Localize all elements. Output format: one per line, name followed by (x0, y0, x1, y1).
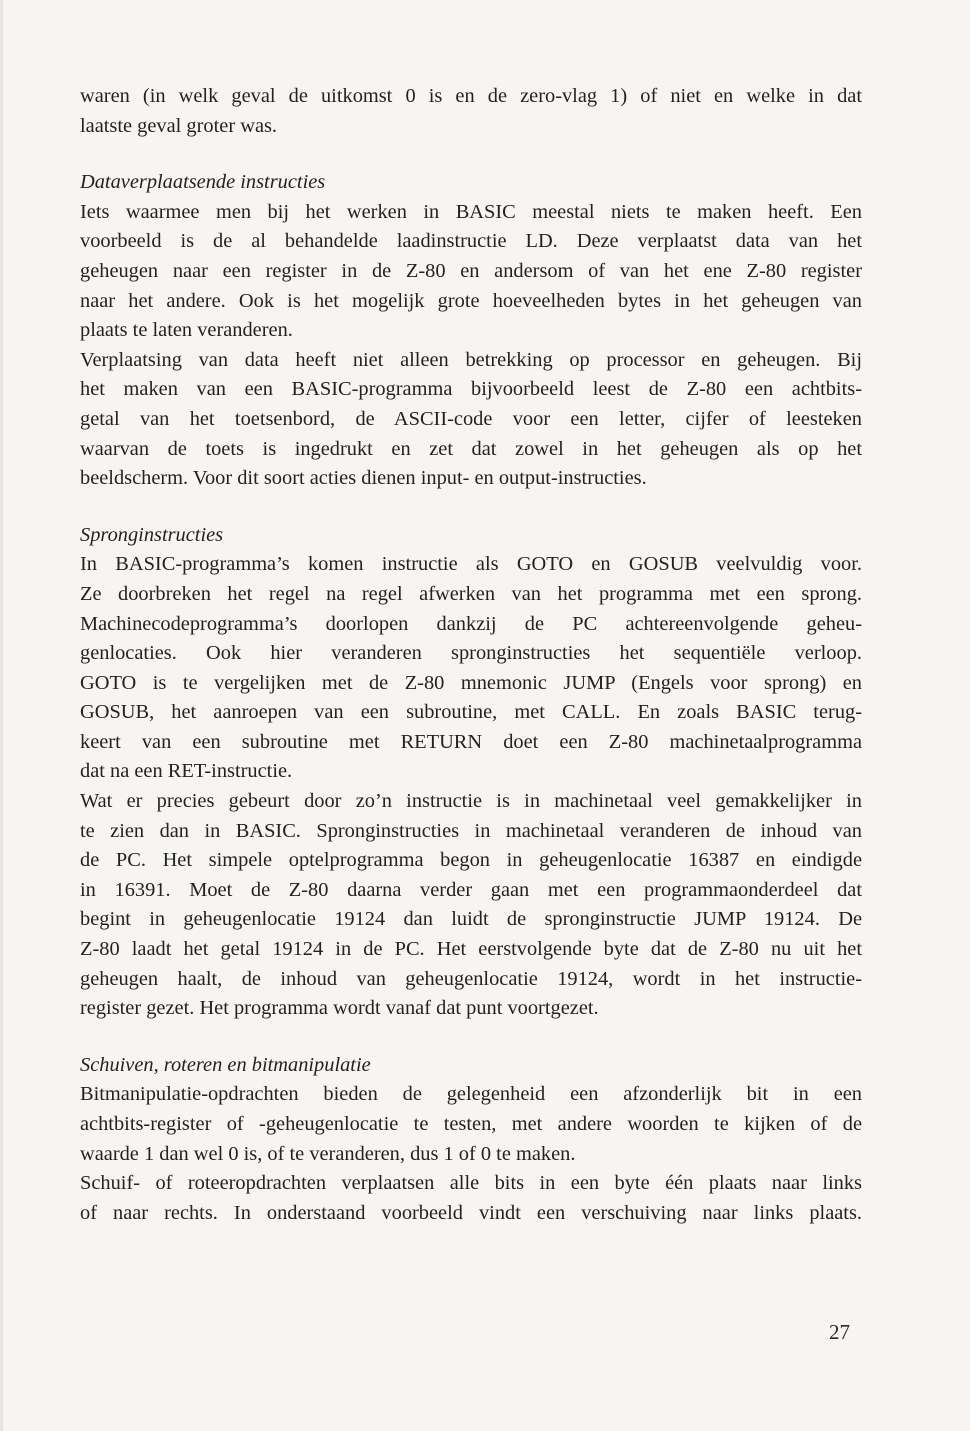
section-heading: Dataverplaatsende instructies (80, 171, 326, 194)
section-data-transfer (80, 168, 862, 494)
page-number: 27 (829, 1320, 850, 1344)
text-line: dat na een RET-instructie. (80, 760, 293, 783)
text-line: de PC. Het simpele optelprogramma begon in geheugenlocatie 16387 en eindigde (80, 849, 862, 872)
text-line: in 16391. Moet de Z-80 daarna verder gaan met een programmaonderdeel dat (80, 878, 862, 901)
text-line: getal van het toetsenbord, de ASCII-code voor een letter, cijfer of leesteken (80, 407, 862, 430)
body-text (80, 82, 862, 1228)
text-line: Iets waarmee men bij het werken in BASIC meestal niets te maken heeft. Een (80, 200, 862, 223)
spacer (80, 494, 862, 521)
section-heading: Schuiven, roteren en bitmanipulatie (80, 1053, 371, 1076)
text-line: keert van een subroutine met RETURN doet een Z-80 machinetaalprogramma (80, 730, 862, 753)
text-line: Wat er precies gebeurt door zo’n instructie is in machinetaal veel gemakkelijker in (80, 790, 862, 813)
section-heading: Spronginstructies (80, 523, 224, 546)
text-line: beeldscherm. Voor dit soort acties dienen input- en output-instructies. (80, 467, 647, 490)
text-line: genlocaties. Ook hier veranderen spronginstructies het sequentiële verloop. (80, 642, 862, 665)
intro-paragraph (80, 82, 862, 141)
text-line: Verplaatsing van data heeft niet alleen betrekking op processor en geheugen. Bij (80, 348, 862, 371)
text-line: begint in geheugenlocatie 19124 dan luidt de spronginstructie JUMP 19124. De (80, 908, 862, 931)
text-line: In BASIC-programma’s komen instructie als GOTO en GOSUB veelvuldig voor. (80, 553, 862, 576)
text-line: GOSUB, het aanroepen van een subroutine, met CALL. En zoals BASIC terug- (80, 701, 862, 724)
text-line: het maken van een BASIC-programma bijvoorbeeld leest de Z-80 een achtbits- (80, 378, 862, 401)
text-line: plaats te laten veranderen. (80, 319, 293, 342)
text-line: te zien dan in BASIC. Spronginstructies in machinetaal veranderen de inhoud van (80, 819, 862, 842)
text-line: of naar rechts. In onderstaand voorbeeld vindt een verschuiving naar links plaats. (80, 1201, 862, 1224)
text-line: Z-80 laadt het getal 19124 in de PC. Het eerstvolgende byte dat de Z-80 nu uit het (80, 938, 862, 961)
text-line: geheugen naar een register in de Z-80 en andersom of van het ene Z-80 register (80, 259, 862, 282)
section-shift-rotate (80, 1051, 862, 1229)
text-line: Machinecodeprogramma’s doorlopen dankzij de PC achtereenvolgende geheu- (80, 612, 862, 635)
text-line: Ze doorbreken het regel na regel afwerken van het programma met een sprong. (80, 582, 862, 605)
text-line: waarde 1 dan wel 0 is, of te veranderen, dus 1 of 0 te maken. (80, 1142, 576, 1165)
text-line: geheugen haalt, de inhoud van geheugenlocatie 19124, wordt in het instructie- (80, 967, 862, 990)
text-line: register gezet. Het programma wordt vanaf dat punt voortgezet. (80, 997, 599, 1020)
text-line: naar het andere. Ook is het mogelijk grote hoeveelheden bytes in het geheugen van (80, 289, 862, 312)
text-line: Schuif- of roteeropdrachten verplaatsen alle bits in een byte één plaats naar links (80, 1172, 862, 1195)
text-line: waarvan de toets is ingedrukt en zet dat zowel in het geheugen als op het (80, 437, 862, 460)
text-line: achtbits-register of -geheugenlocatie te testen, met andere woorden te kijken of de (80, 1113, 862, 1135)
text-line: laatste geval groter was. (80, 114, 278, 137)
spacer (80, 1024, 862, 1051)
text-line: waren (in welk geval de uitkomst 0 is en de zero-vlag 1) of niet en welke in dat (80, 85, 862, 107)
text-line: voorbeeld is de al behandelde laadinstructie LD. Deze verplaatst data van het (80, 230, 862, 253)
section-jump-instructions (80, 521, 862, 1024)
text-line: Bitmanipulatie-opdrachten bieden de gelegenheid een afzonderlijk bit in een (80, 1083, 862, 1106)
spacer (80, 141, 862, 168)
text-line: GOTO is te vergelijken met de Z-80 mnemonic JUMP (Engels voor sprong) en (80, 671, 862, 694)
